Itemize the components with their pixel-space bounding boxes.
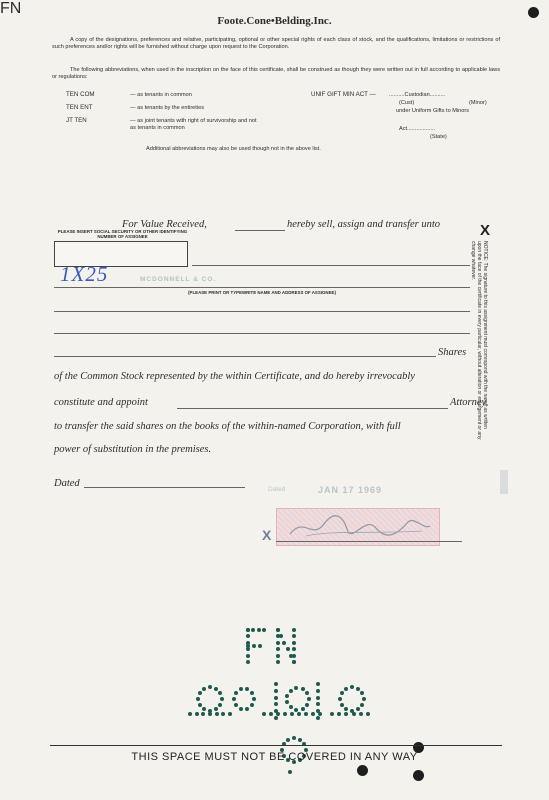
perforation-dot xyxy=(234,703,238,707)
ugma-label: UNIF GIFT MIN ACT — xyxy=(311,91,376,98)
perforation-dot xyxy=(282,641,286,645)
ugma-custodian: ..........Custodian.......... xyxy=(389,92,446,98)
ugma-state: (State) xyxy=(430,134,447,140)
perforation-dot xyxy=(201,712,205,716)
perforation-dot xyxy=(276,641,280,645)
perforation-dot xyxy=(283,712,287,716)
to-transfer-text: to transfer the said shares on the books of the within-named Corporation, with full xyxy=(54,421,401,432)
perforation-dot xyxy=(288,770,292,774)
binder-hole-bottom-2 xyxy=(357,765,368,776)
perforation-dot xyxy=(285,700,289,704)
power-text: power of substitution in the premises. xyxy=(54,444,212,455)
perforation-dot xyxy=(250,691,254,695)
perforation-dot xyxy=(292,634,296,638)
perforation-dot xyxy=(269,712,273,716)
perforation-dot xyxy=(340,691,344,695)
perforation-dot xyxy=(316,689,320,693)
perforation-dot xyxy=(188,712,192,716)
abbrev-meaning-ten-ent: — as tenants by the entireties xyxy=(130,105,205,111)
dated-label: Dated xyxy=(54,478,80,489)
perforation-dot xyxy=(214,687,218,691)
perforation-dot xyxy=(262,628,266,632)
perforation-dot xyxy=(338,697,342,701)
abbrev-meaning-jt-ten: — as joint tenants with right of survivorship and not as tenants in common xyxy=(130,118,257,131)
perforation-dot xyxy=(330,712,334,716)
perforation-dot xyxy=(344,707,348,711)
perforation-dot xyxy=(245,687,249,691)
perforation-dot xyxy=(276,654,280,658)
perforation-dot xyxy=(292,647,296,651)
perforation-dot xyxy=(202,707,206,711)
ssn-label: PLEASE INSERT SOCIAL SECURITY OR OTHER IDENTIFYING NUMBER OF ASSIGNEE xyxy=(57,229,188,239)
notice-paragraph: A copy of the designations, preferences and relative, participating, optional or other special rights of each class of stock, and the qualifications, limitations or restrictions of such preferences and/or rights will be furnished without charge upon request to the Corporation. xyxy=(52,37,500,50)
perforation-dot xyxy=(239,707,243,711)
perforation-dot xyxy=(298,738,302,742)
perforation-dot xyxy=(276,628,280,632)
perforation-dot xyxy=(356,707,360,711)
perforation-dot xyxy=(289,689,293,693)
binder-hole-top xyxy=(528,7,539,18)
perforation-dot xyxy=(232,697,236,701)
perforation-dot xyxy=(366,712,370,716)
perforation-dot xyxy=(276,647,280,651)
perforation-dot xyxy=(257,628,261,632)
ugma-under: under Uniform Gifts to Minors xyxy=(396,108,470,114)
perforation-dot xyxy=(294,686,298,690)
perforation-dot xyxy=(292,628,296,632)
perforation-dot xyxy=(274,702,278,706)
abbrev-code-ten-ent: TEN ENT xyxy=(66,104,93,111)
perforation-dot xyxy=(196,697,200,701)
company-name: Foote.Cone•Belding.Inc. xyxy=(217,15,332,27)
footer-warning: THIS SPACE MUST NOT BE COVERED IN ANY WAY xyxy=(131,751,418,763)
abbrev-code-ten-com: TEN COM xyxy=(66,91,95,98)
perforation-dot xyxy=(274,696,278,700)
perforation-dot xyxy=(311,712,315,716)
perforation-dot xyxy=(208,712,212,716)
perforation-dot xyxy=(337,712,341,716)
binder-hole-bottom-3 xyxy=(413,770,424,781)
stamp-date: JAN 17 1969 xyxy=(318,485,383,495)
perforation-dot xyxy=(208,685,212,689)
abbrev-footer: Additional abbreviations may also be used though not in the above list. xyxy=(146,146,321,152)
perforation-dot xyxy=(234,691,238,695)
perforation-dot xyxy=(292,736,296,740)
perforation-dot xyxy=(215,712,219,716)
footer-rule xyxy=(50,745,502,746)
perforation-dot xyxy=(218,703,222,707)
perforation-dot xyxy=(202,687,206,691)
abbreviations-intro: The following abbreviations, when used in the inscription on the face of this certificate, shall be construed as though they were written out in full according to applicable laws or regulations: xyxy=(52,67,500,80)
perforation-dot xyxy=(198,703,202,707)
perforation-dot xyxy=(304,712,308,716)
signature-notice: NOTICE: The signature to this assignment must correspond with the name as written upon the face of the certificate in every particular, without alteration or enlargement or any change whatever. xyxy=(470,241,488,440)
perforation-dot xyxy=(316,702,320,706)
perforation-dot xyxy=(340,703,344,707)
perforation-dot xyxy=(290,712,294,716)
perforation-dot xyxy=(246,660,250,664)
perforation-dot xyxy=(289,654,293,658)
shares-label: Shares xyxy=(438,347,467,358)
perforation-dot xyxy=(350,685,354,689)
perforation-dot xyxy=(245,707,249,711)
perforation-dot xyxy=(316,716,320,720)
perforation-dot xyxy=(246,628,250,632)
perforation-dot xyxy=(305,703,309,707)
perforation-dot xyxy=(359,712,363,716)
perforation-dot xyxy=(220,697,224,701)
perforation-dot xyxy=(252,644,256,648)
signature-x-mark: X xyxy=(262,527,272,543)
perforation-dot xyxy=(274,716,278,720)
perforation-dot xyxy=(262,712,266,716)
perforation-dot xyxy=(246,644,250,648)
for-value-received: For Value Received, xyxy=(122,219,207,230)
handwritten-number: 1X25 xyxy=(60,262,109,286)
perforation-dot xyxy=(279,634,283,638)
perforation-dot xyxy=(250,703,254,707)
perforation-dot xyxy=(344,712,348,716)
stamp-dated-label: Dated xyxy=(268,486,286,493)
abbrev-code-jt-ten: JT TEN xyxy=(66,117,87,124)
print-name-label: (PLEASE PRINT OR TYPEWRITE NAME AND ADDRESS OF ASSIGNEE) xyxy=(188,290,336,295)
perforation-dot xyxy=(301,707,305,711)
perforation-dot xyxy=(305,691,309,695)
perforation-dot xyxy=(246,634,250,638)
perforation-dot xyxy=(218,691,222,695)
perforation-dot xyxy=(251,628,255,632)
perforation-dot xyxy=(356,687,360,691)
perforation-dot xyxy=(286,647,290,651)
perforation-dot xyxy=(360,703,364,707)
perforation-dot xyxy=(289,705,293,709)
perforation-dot xyxy=(297,712,301,716)
perforation-dot xyxy=(228,712,232,716)
perforation-dot xyxy=(195,712,199,716)
common-stock-text: of the Common Stock represented by the within Certificate, and do hereby irrevocably xyxy=(54,371,415,382)
attorney-label: Attorney, xyxy=(450,397,489,408)
perforation-dot xyxy=(246,654,250,658)
perforation-dot xyxy=(276,660,280,664)
perforation-dot xyxy=(285,694,289,698)
perforation-dot xyxy=(214,707,218,711)
perforation-dot xyxy=(360,691,364,695)
perforation-dot xyxy=(362,697,366,701)
notice-x-mark: X xyxy=(480,222,491,239)
abbrev-meaning-ten-com: — as tenants in common xyxy=(130,92,192,98)
constitute-text: constitute and appoint xyxy=(54,397,148,408)
ugma-cust: (Cust) xyxy=(399,100,415,106)
perforation-dot xyxy=(352,712,356,716)
perforation-dot xyxy=(344,687,348,691)
perforation-dot xyxy=(252,697,256,701)
perforation-dot xyxy=(286,738,290,742)
perforation-dot xyxy=(316,696,320,700)
hereby-transfer: hereby sell, assign and transfer unto xyxy=(287,219,441,230)
perforation-dot xyxy=(274,682,278,686)
perforation-dot xyxy=(307,697,311,701)
perforation-dot xyxy=(258,644,262,648)
perforation-dot xyxy=(292,660,296,664)
faint-stamp-name: MCDONNELL & CO. xyxy=(140,276,217,283)
perforation-dot xyxy=(274,689,278,693)
perforation-dot xyxy=(221,712,225,716)
ugma-act: Act.................. xyxy=(399,126,436,132)
perforation-dot xyxy=(198,691,202,695)
ugma-minor: (Minor) xyxy=(469,100,487,106)
perforation-dot xyxy=(292,641,296,645)
perforation-dot xyxy=(316,682,320,686)
perforation-dot xyxy=(301,687,305,691)
perforation-dot xyxy=(239,687,243,691)
